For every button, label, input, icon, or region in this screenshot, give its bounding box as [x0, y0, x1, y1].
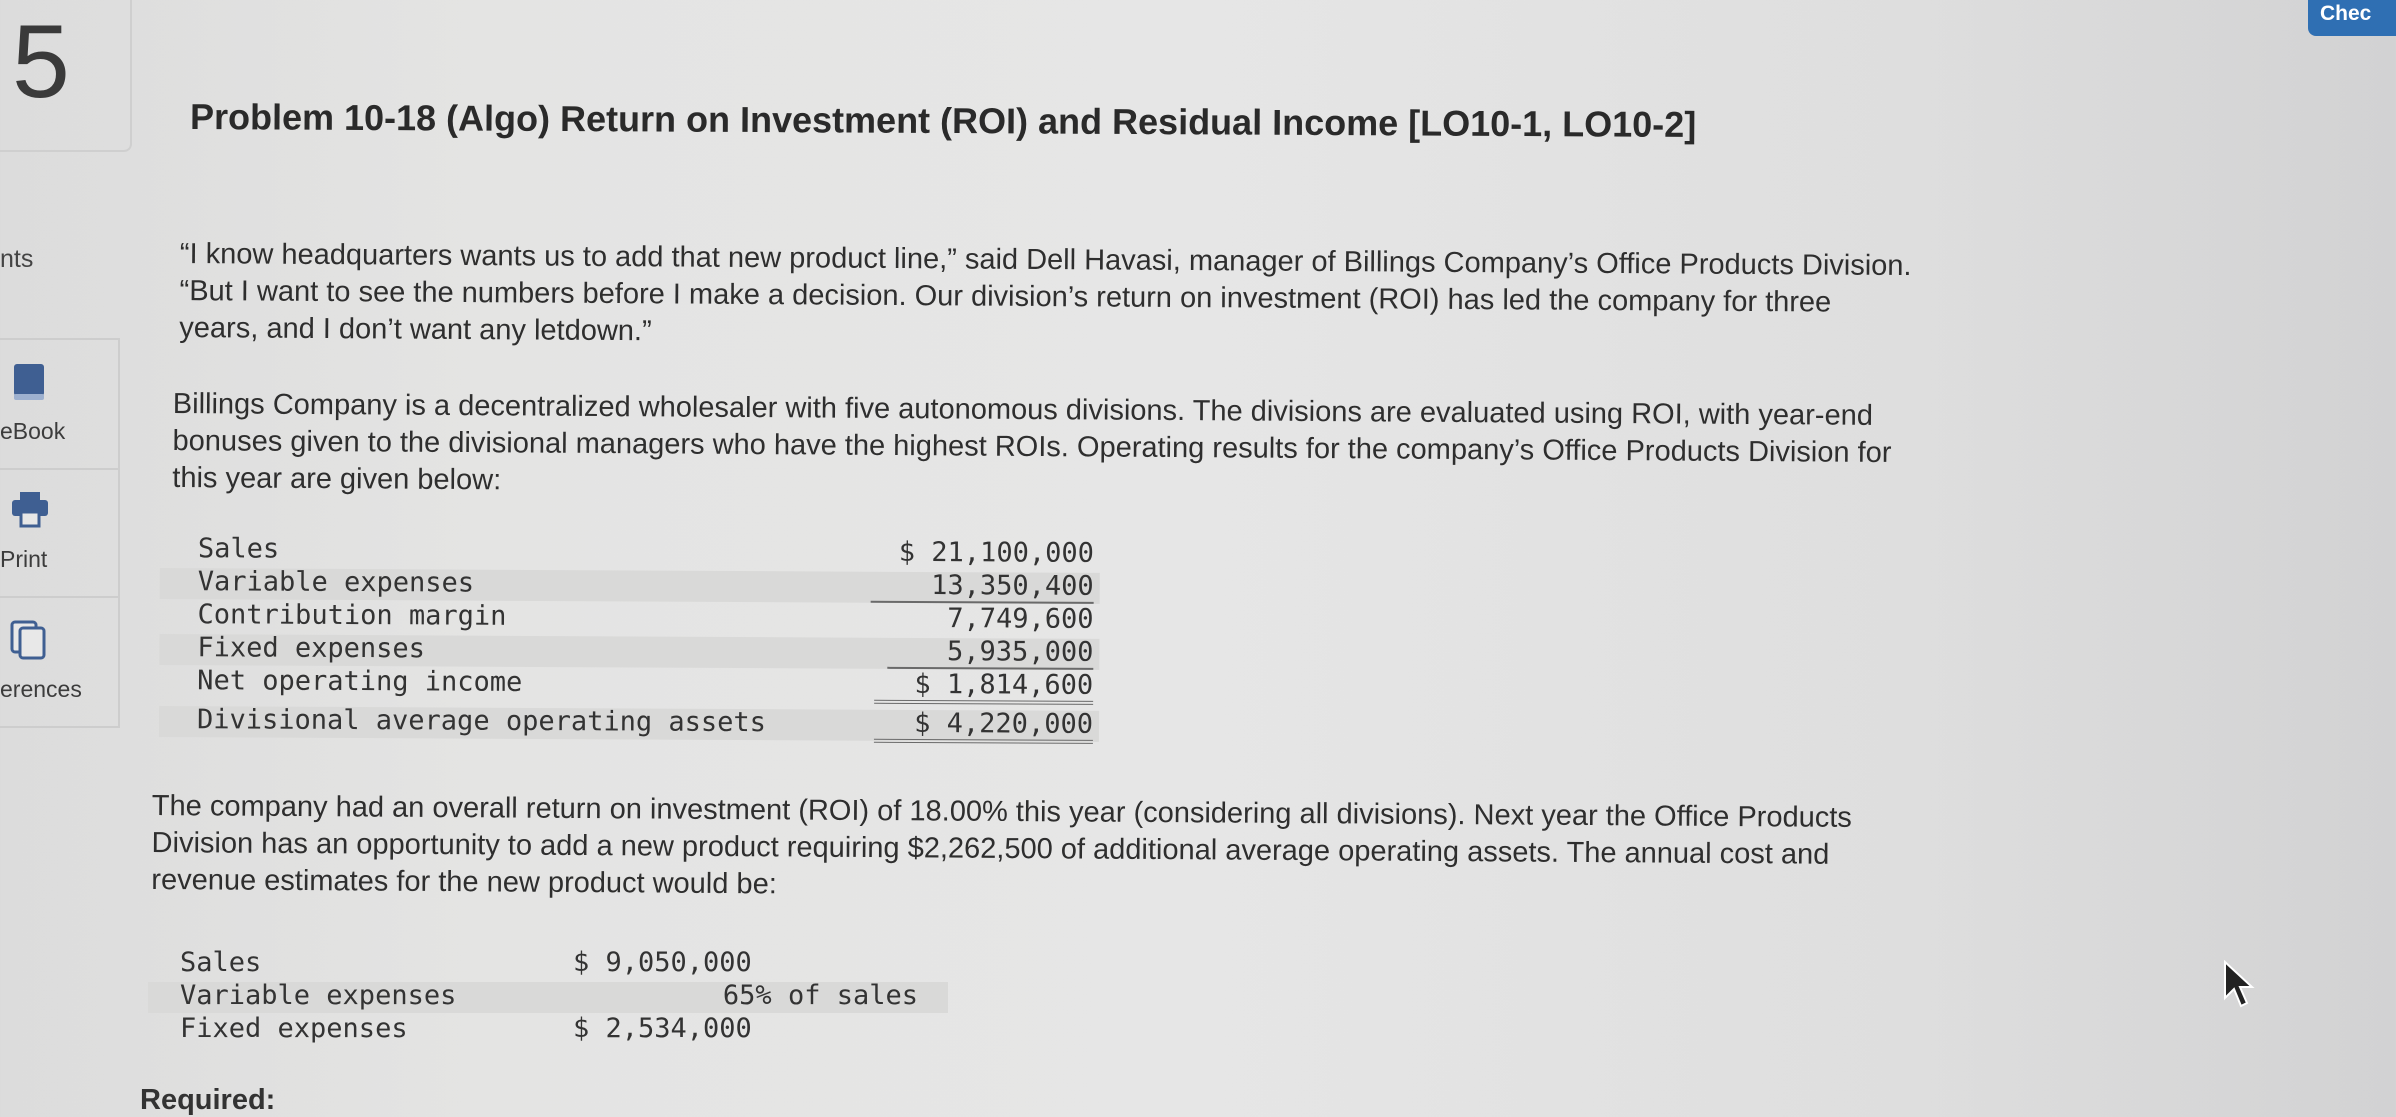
book-icon — [8, 360, 52, 404]
table-row — [159, 599, 1099, 637]
table-row — [148, 980, 948, 1013]
new-product-table — [148, 947, 948, 1046]
row-value: $ 4,220,000 — [874, 708, 1093, 744]
references-label: erences — [0, 676, 82, 702]
background-line: bonuses given to the divisional managers who have the highest ROIs. Operating results for the company’s Office Products Division for — [172, 424, 1892, 469]
intro-line: “I know headquarters wants us to add that new product line,” said Dell Havasi, manager of Billings Company’s Office Products Division. — [179, 237, 1912, 283]
background-line: Billings Company is a decentralized wholesaler with five autonomous divisions. The divisions are evaluated using ROI, with year-end — [172, 387, 1874, 432]
row-value: $ 1,814,600 — [874, 669, 1093, 705]
row-label: Variable expenses — [197, 566, 475, 599]
opportunity-line: revenue estimates for the new product would be: — [151, 863, 777, 901]
row-label: Fixed expenses — [197, 632, 426, 665]
intro-line: “But I want to see the numbers before I make a decision. Our division’s return on investment (ROI) has led the company for three — [179, 274, 1832, 319]
row-label: Sales — [180, 947, 262, 978]
table-row — [159, 704, 1099, 742]
intro-line: years, and I don’t want any letdown.” — [179, 311, 652, 348]
table-row — [160, 533, 1100, 571]
table-row — [159, 665, 1099, 703]
table-row — [148, 947, 948, 980]
operating-results-table — [159, 533, 1100, 742]
row-value: 7,749,600 — [947, 603, 1094, 635]
references-button[interactable] — [0, 598, 120, 728]
table-row — [148, 1013, 948, 1046]
table-row — [160, 566, 1100, 604]
row-note: 65% of sales — [722, 980, 918, 1011]
intro-paragraph — [179, 236, 1911, 359]
row-label: Variable expenses — [180, 980, 457, 1011]
row-value: 5,935,000 — [887, 636, 1093, 670]
mouse-cursor-icon — [2222, 960, 2256, 1010]
references-icon — [8, 618, 52, 662]
problem-title: Problem 10-18 (Algo) Return on Investment (ROI) and Residual Income [LO10-1, LO10-2] — [189, 96, 1697, 145]
ebook-label: eBook — [0, 418, 66, 444]
check-button[interactable]: Chec — [2308, 0, 2396, 36]
points-label: nts — [0, 245, 34, 273]
row-label: Contribution margin — [197, 599, 507, 632]
table-row — [159, 632, 1099, 670]
row-value: 13,350,400 — [871, 570, 1094, 604]
opportunity-line: Division has an opportunity to add a new product requiring $2,262,500 of additional average operating assets. The annual cost and — [151, 826, 1830, 871]
question-number: 5 — [12, 4, 70, 120]
opportunity-line: The company had an overall return on investment (ROI) of 18.00% this year (considering all divisions). Next year the Office Products — [151, 789, 1852, 834]
print-button[interactable] — [0, 468, 120, 598]
background-paragraph — [172, 386, 1892, 509]
printer-icon — [8, 488, 52, 532]
row-label: Fixed expenses — [180, 1013, 408, 1044]
print-label: Print — [0, 546, 48, 572]
row-label: Divisional average operating assets — [196, 704, 767, 739]
left-sidebar — [0, 0, 130, 1102]
row-value: $ 21,100,000 — [898, 536, 1094, 569]
row-value: $ 9,050,000 — [573, 947, 752, 978]
row-label: Net operating income — [197, 665, 523, 698]
background-line: this year are given below: — [172, 461, 502, 497]
row-value: $ 2,534,000 — [573, 1013, 752, 1044]
row-label: Sales — [197, 533, 280, 565]
opportunity-paragraph — [151, 788, 1852, 911]
question-number-box — [0, 0, 132, 152]
ebook-button[interactable] — [0, 338, 120, 470]
required-heading: Required: — [140, 1084, 276, 1116]
